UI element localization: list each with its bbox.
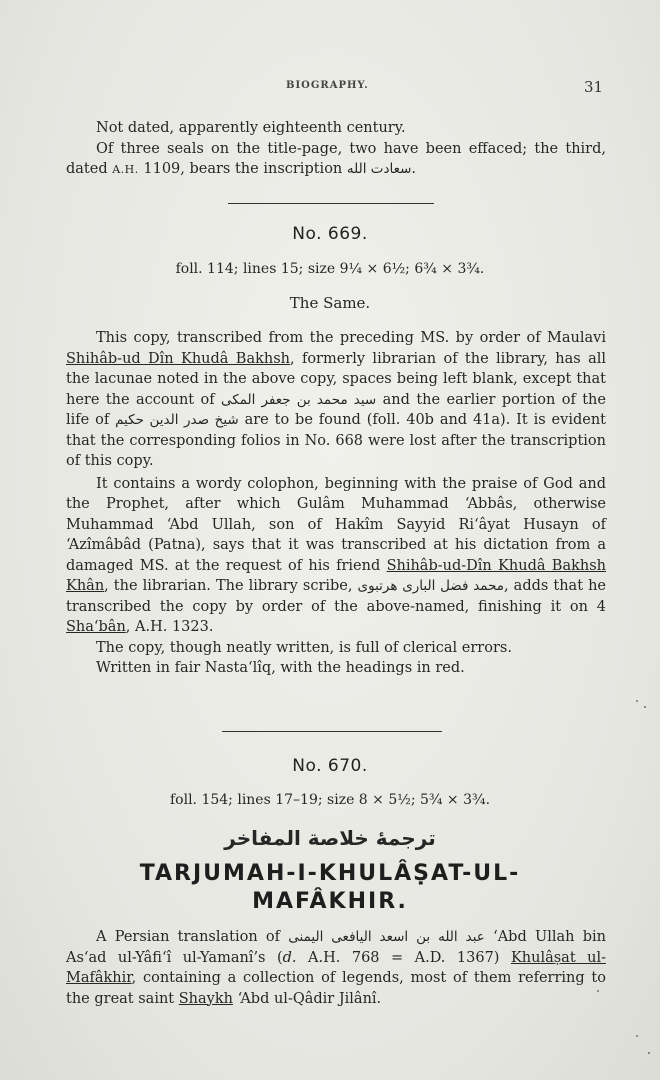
entry-669-heading: No. 669. <box>292 224 368 244</box>
p670-text-b: ‘Abd Ullah bin As‘ad ul-Yâfi‘î ul-Yamanî’s ( <box>66 929 606 966</box>
running-title: BIOGRAPHY. <box>286 80 369 91</box>
p2-text-b: , the librarian. The library scribe, <box>104 578 358 594</box>
p1-text-c: and the earlier portion of the life of <box>66 391 606 428</box>
p670-text-a: A Persian translation of <box>96 929 289 945</box>
p670-text-e: , containing a collection of legends, most of them referring to the great saint <box>66 970 606 1007</box>
entry-669-same: The Same. <box>289 294 371 312</box>
p2-month: Sha‘bân <box>66 619 126 635</box>
entry-670-paragraph-1 <box>66 927 606 1009</box>
entry-670-foll: foll. 154; lines 17–19; size 8 × 5½; 5¾ × 3¾. <box>169 792 491 808</box>
entry-670-title-line1: TARJUMAH-I-KHULÂṢAT-UL- <box>139 861 521 886</box>
p2-text-c: , adds that he transcribed the copy by order of the above-named, finishing it on 4 <box>66 578 606 615</box>
seals-ah: A.H. <box>112 163 139 176</box>
paper-speck <box>648 1052 650 1054</box>
not-dated-line: Not dated, apparently eighteenth century. <box>96 120 406 136</box>
p2-arabic-scribe: محمد فضل الباری هرتبوی <box>357 578 505 594</box>
p2-name-librarian: Shihâb-ud-Dîn Khudâ Bakhsh Khân <box>66 557 606 594</box>
paper-speck <box>636 1035 638 1037</box>
p670-shaykh: Shaykh <box>178 990 233 1007</box>
entry-670-heading: No. 670. <box>292 756 368 776</box>
seals-inscription-arabic: سعادت الله <box>346 161 412 177</box>
p1-arabic-sayyid: سید محمد بن جعفر المکی <box>221 391 377 408</box>
paper-speck <box>636 700 638 702</box>
paper-speck <box>644 706 646 708</box>
p1-text-b: , formerly librarian of the library, has all the lacunae noted in the above copy, spaces being left blank, except that here the account of <box>66 350 606 408</box>
entry-669-paragraph-4: Written in fair Nasta‘lîq, with the headings in red. <box>96 660 465 676</box>
entry-669-paragraph-2 <box>66 474 606 638</box>
p670-work-title: Khulâṣat ul-Mafâkhir <box>66 949 606 986</box>
paper-speck <box>597 990 599 992</box>
entry-670-title-line2: MAFÂKHIR. <box>252 889 408 914</box>
entry-669-paragraph-3: The copy, though neatly written, is full of clerical errors. <box>96 639 512 656</box>
seals-text-b: 1109, bears the inscription <box>138 161 347 177</box>
p1-text-a: This copy, transcribed from the preceding MS. by order of Maulavi <box>96 330 606 346</box>
seals-text-end: . <box>411 161 417 177</box>
entry-670-arabic-title: ترجمهٔ خلاصة المفاخر <box>224 826 436 850</box>
seals-paragraph <box>66 139 606 181</box>
p670-text-c: A.H. 768 = A.D. 1367) <box>296 949 511 966</box>
p1-name-khuda-bakhsh: Shihâb-ud Dîn Khudâ Bakhsh <box>66 350 290 367</box>
running-head <box>0 80 660 96</box>
p670-died: d. <box>282 949 297 966</box>
entry-670-title <box>0 860 660 916</box>
entry-669-body <box>66 328 606 679</box>
entry-669-foll: foll. 114; lines 15; size 9¼ × 6½; 6¾ × 3¾. <box>175 261 485 277</box>
seals-text-a: Of three seals on the title-page, two have been effaced; the third, dated <box>66 140 606 177</box>
p670-arabic-author: عبد الله بن اسعد الیافعی الیمنی <box>288 929 485 945</box>
page-number: 31 <box>584 78 604 96</box>
entry-670-body <box>66 927 606 1009</box>
p670-text-f: ‘Abd ul-Qâdir Jilânî. <box>232 990 382 1007</box>
top-continuation <box>66 118 606 181</box>
p1-arabic-shaykh: شیخ صدر الدین حکیم <box>115 412 239 428</box>
entry-669-paragraph-1 <box>66 328 606 472</box>
p2-date: , A.H. 1323. <box>125 619 214 635</box>
section-rule <box>228 203 434 204</box>
section-rule-2 <box>222 731 442 732</box>
p1-text-d: are to be found (foll. 40b and 41a). It is evident that the corresponding folios in No. 668 were lost after the transcription of this copy. <box>66 412 606 469</box>
p2-text-a: It contains a wordy colophon, beginning with the praise of God and the Prophet, after which Gulâm Muhammad ‘Abbâs, otherwise Muhammad ‘Abd Ullah, son of Hakîm Sayyid Ri‘âyat Husayn of ‘Azîmâbâd (Patna), says that it was transcribed at his dictation from a damaged MS. at the request of his friend <box>66 475 606 574</box>
